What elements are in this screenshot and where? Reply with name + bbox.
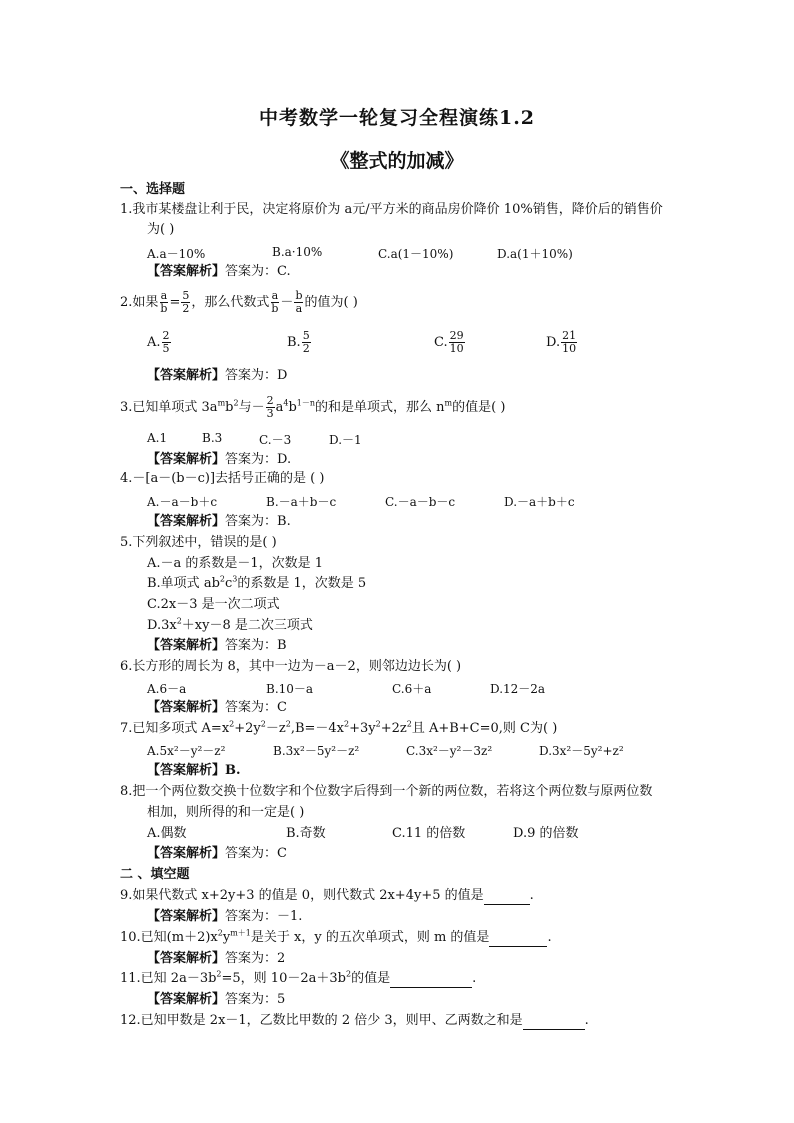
numerator: 21 <box>562 329 577 342</box>
question-8-option-c: C.11 的倍数 <box>392 826 466 841</box>
stem-text: =5，则 10－2a＋3b <box>221 971 346 986</box>
numerator: a <box>271 289 279 302</box>
fraction <box>302 330 311 355</box>
question-3-answer <box>147 451 291 469</box>
option-text: ＋xy－8 是二次三项式 <box>181 618 313 633</box>
denominator: 2 <box>302 342 310 355</box>
fraction <box>294 290 303 315</box>
question-11-stem <box>120 970 476 988</box>
stem-text: 的和是单项式，那么 n <box>315 400 445 415</box>
superscript: 3 <box>232 574 238 584</box>
question-7-answer <box>147 762 241 780</box>
question-7-stem <box>120 720 557 738</box>
question-4-option-a: A.－a－b＋c <box>147 495 218 509</box>
stem-text: y <box>222 930 231 945</box>
superscript: 2 <box>229 719 235 729</box>
denominator: 5 <box>162 342 170 355</box>
option-text: B.单项式 ab <box>147 576 220 591</box>
question-1-stem-line2: 为( ) <box>147 222 175 237</box>
stem-text: . <box>547 930 552 945</box>
stem-text: +3y <box>349 721 376 736</box>
question-6-stem: 6.长方形的周长为 8，其中一边为－a－2，则邻边边长为( ) <box>120 659 462 674</box>
answer-blank <box>484 890 530 905</box>
question-4-answer <box>147 513 291 531</box>
question-5-option-c: C.2x－3 是一次二项式 <box>147 597 280 612</box>
answer-text: 答案为：D <box>225 368 288 383</box>
question-8-option-a: A.偶数 <box>147 826 187 841</box>
question-5-answer <box>147 637 287 655</box>
stem-text: 是关于 x，y 的五次单项式，则 m 的值是 <box>250 930 490 945</box>
question-5-option-d <box>147 617 313 635</box>
answer-tag: 【答案解析】 <box>147 700 226 715</box>
superscript: 2 <box>375 719 381 729</box>
question-6-option-d: D.12－2a <box>490 682 546 696</box>
question-3-option-b: B.3 <box>202 431 223 445</box>
stem-text: ，那么代数式 <box>191 295 270 310</box>
question-5-stem: 5.下列叙述中，错误的是( ) <box>120 535 277 550</box>
numerator: b <box>295 289 303 302</box>
question-7-option-a: A.5x²－y²－z² <box>147 744 226 758</box>
question-5-option-a: A.－a 的系数是－1，次数是 1 <box>147 556 324 571</box>
question-5-option-b <box>147 575 366 593</box>
question-7-option-d: D.3x²－5y²+z² <box>539 744 624 758</box>
answer-text: 答案为：5 <box>225 992 286 1007</box>
answer-tag: 【答案解析】 <box>147 951 226 966</box>
stem-text: 且 A+B+C=0,则 C为( ) <box>411 721 558 736</box>
answer-text: 答案为：C. <box>225 264 291 279</box>
question-1-stem-line1: 1.我市某楼盘让利于民，决定将原价为 a元/平方米的商品房价降价 10%销售，降价后的销售价 <box>120 202 663 217</box>
stem-text: －z <box>265 721 286 736</box>
superscript: 2 <box>285 719 291 729</box>
numerator: 5 <box>182 289 190 302</box>
fraction <box>561 330 577 355</box>
option-label: B. <box>287 335 301 350</box>
stem-text: 与－ <box>238 400 265 415</box>
superscript: 2 <box>217 928 223 938</box>
question-11-answer <box>147 991 285 1009</box>
question-9-answer <box>147 908 302 926</box>
answer-tag: 【答案解析】 <box>147 452 226 467</box>
superscript: 2 <box>176 616 182 626</box>
question-7-option-b: B.3x²－5y²－z² <box>273 744 360 758</box>
stem-text: 9.如果代数式 x+2y+3 的值是 0，则代数式 2x+4y+5 的值是 <box>120 888 484 903</box>
question-7-option-c: C.3x²－y²－3z² <box>406 744 493 758</box>
fraction <box>449 330 465 355</box>
answer-text: 答案为：B. <box>225 514 291 529</box>
section-heading-choice: 一、选择题 <box>120 182 186 197</box>
superscript: m＋1 <box>230 928 251 938</box>
question-10-stem <box>120 929 552 947</box>
stem-text: 12.已知甲数是 2x－1，乙数比甲数的 2 倍少 3，则甲、乙两数之和是 <box>120 1013 523 1028</box>
option-label: A. <box>147 335 161 350</box>
question-3-stem <box>120 394 505 422</box>
stem-text: . <box>584 1013 589 1028</box>
fraction <box>270 290 279 315</box>
numerator: 2 <box>162 329 170 342</box>
question-6-option-a: A.6－a <box>147 682 187 696</box>
answer-blank <box>489 932 547 947</box>
question-4-stem: 4.－[a－(b－c)]去括号正确的是 ( ) <box>120 471 325 486</box>
superscript: 2 <box>216 969 222 979</box>
question-10-answer <box>147 950 285 968</box>
option-label: D. <box>546 335 561 350</box>
answer-blank <box>523 1015 585 1030</box>
superscript: 2 <box>344 719 350 729</box>
answer-tag: 【答案解析】 <box>147 763 226 778</box>
question-2-option-b <box>287 328 312 358</box>
superscript: 2 <box>219 574 225 584</box>
numerator: a <box>160 289 168 302</box>
stem-text: 11.已知 2a－3b <box>120 971 217 986</box>
question-1-option-a: A.a－10% <box>147 247 206 261</box>
question-8-option-d: D.9 的倍数 <box>513 826 579 841</box>
stem-text: 的值为( ) <box>304 295 358 310</box>
question-12-stem <box>120 1012 589 1030</box>
question-8-answer <box>147 845 287 863</box>
denominator: 3 <box>266 407 274 420</box>
question-8-option-b: B.奇数 <box>286 826 326 841</box>
answer-text: 答案为：－1. <box>225 909 303 924</box>
section-heading-fill: 二 、填空题 <box>120 867 190 882</box>
superscript: m <box>217 398 226 408</box>
stem-text: 7.已知多项式 A=x <box>120 721 230 736</box>
answer-tag: 【答案解析】 <box>147 368 226 383</box>
superscript: 2 <box>233 398 239 408</box>
denominator: b <box>271 302 279 315</box>
question-2-option-a <box>147 328 172 358</box>
equals-sign: = <box>169 295 181 310</box>
answer-text: 答案为：D. <box>225 452 292 467</box>
page-title: 中考数学一轮复习全程演练1.2 <box>258 107 536 129</box>
stem-text: a <box>275 400 284 415</box>
denominator: 2 <box>182 302 190 315</box>
question-2-option-d <box>546 328 578 358</box>
question-2-option-c <box>434 328 466 358</box>
superscript: m <box>444 398 453 408</box>
question-8-stem-line2: 相加，则所得的和一定是( ) <box>147 805 305 820</box>
question-1-option-c: C.a(1－10%) <box>378 247 454 261</box>
denominator: 10 <box>562 342 577 355</box>
stem-text: . <box>529 888 534 903</box>
stem-text: +2y <box>234 721 261 736</box>
answer-tag: 【答案解析】 <box>147 846 226 861</box>
numerator: 29 <box>449 329 464 342</box>
superscript: 1－n <box>296 398 316 408</box>
denominator: 10 <box>449 342 464 355</box>
answer-text: 答案为：2 <box>225 951 286 966</box>
numerator: 5 <box>302 329 310 342</box>
question-6-option-b: B.10－a <box>266 682 314 696</box>
option-label: C. <box>434 335 448 350</box>
question-8-stem-line1: 8.把一个两位数交换十位数字和个位数字后得到一个新的两位数，若将这个两位数与原两位数 <box>120 784 653 799</box>
fraction <box>162 330 171 355</box>
question-4-option-c: C.－a－b－c <box>385 495 456 509</box>
answer-text: 答案为：C <box>225 846 287 861</box>
question-6-answer <box>147 699 287 717</box>
question-1-option-d: D.a(1＋10%) <box>497 247 573 261</box>
answer-tag: 【答案解析】 <box>147 264 226 279</box>
question-1-answer <box>147 263 291 281</box>
answer-tag: 【答案解析】 <box>147 909 226 924</box>
superscript: 2 <box>345 969 352 979</box>
superscript: 2 <box>406 719 412 729</box>
superscript: 4 <box>283 398 289 408</box>
answer-tag: 【答案解析】 <box>147 514 226 529</box>
numerator: 2 <box>266 394 274 407</box>
stem-text: b <box>288 400 297 415</box>
answer-tag: 【答案解析】 <box>147 992 226 1007</box>
stem-text: +2z <box>380 721 407 736</box>
answer-text: 答案为：B <box>225 638 287 653</box>
answer-tag: 【答案解析】 <box>147 638 226 653</box>
stem-text: 10.已知(m＋2)x <box>120 930 218 945</box>
question-9-stem <box>120 887 534 905</box>
answer-text: B. <box>225 763 241 778</box>
fraction <box>266 395 275 420</box>
answer-text: 答案为：C <box>225 700 287 715</box>
stem-text: 的值是( ) <box>452 400 506 415</box>
question-4-option-b: B.－a＋b－c <box>266 495 337 509</box>
superscript: 2 <box>260 719 266 729</box>
stem-text: . <box>472 971 477 986</box>
question-2-stem <box>120 290 358 316</box>
question-4-option-d: D.－a＋b＋c <box>504 495 575 509</box>
answer-blank <box>390 973 472 988</box>
stem-text: ,B=－4x <box>290 721 344 736</box>
page-subtitle: 《整式的加减》 <box>330 150 464 172</box>
fraction <box>159 290 168 315</box>
question-6-option-c: C.6＋a <box>392 682 432 696</box>
question-3-option-a: A.1 <box>147 431 168 445</box>
question-1-option-b: B.a·10% <box>272 245 323 259</box>
option-text: 的系数是 1，次数是 5 <box>237 576 367 591</box>
option-text: c <box>224 576 233 591</box>
stem-text: 3.已知单项式 3a <box>120 400 218 415</box>
fraction <box>181 290 190 315</box>
stem-text: b <box>225 400 234 415</box>
question-2-answer <box>147 367 287 385</box>
stem-text: 的值是 <box>351 971 391 986</box>
question-3-option-d: D.－1 <box>329 433 362 447</box>
option-text: D.3x <box>147 618 177 633</box>
minus-sign: － <box>280 295 294 310</box>
denominator: b <box>160 302 168 315</box>
question-3-option-c: C.－3 <box>259 433 292 447</box>
stem-text: 2.如果 <box>120 295 159 310</box>
denominator: a <box>295 302 303 315</box>
